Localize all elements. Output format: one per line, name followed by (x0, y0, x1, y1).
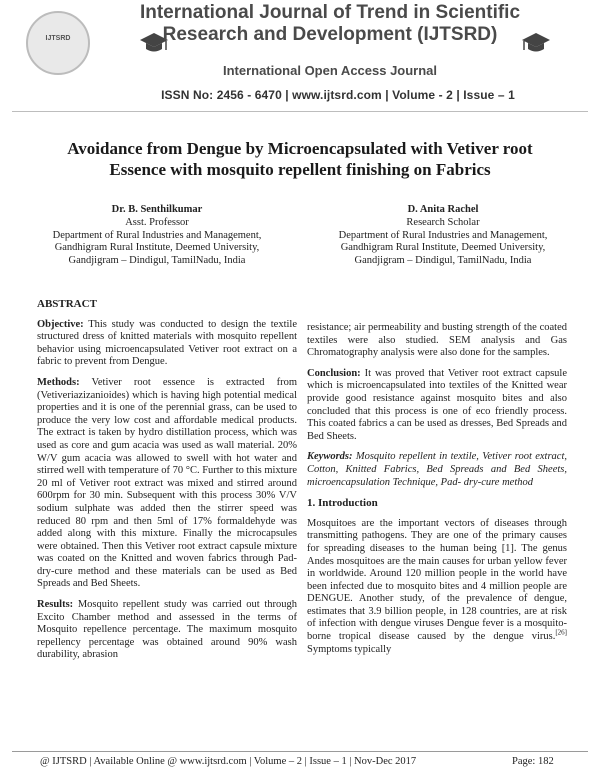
author-role: Asst. Professor (125, 216, 189, 228)
open-access-label: International Open Access Journal (222, 63, 438, 78)
journal-header (0, 0, 600, 118)
objective-text: This study was conducted to design the textile structured dress of knitted materials with mosquito repellent behavior using microencapsulated Vetiver root extract on a fabric to prevent from Dengue. (37, 318, 297, 368)
citation-reference: [26] (555, 628, 567, 637)
objective-label: Objective: (37, 318, 84, 330)
objective-paragraph (37, 319, 297, 369)
author-block (27, 204, 287, 268)
abstract-heading: ABSTRACT (37, 298, 97, 310)
author-name: Dr. B. Senthilkumar (111, 204, 203, 215)
author-name: D. Anita Rachel (407, 204, 479, 215)
author-department: Department of Rural Industries and Management, (338, 229, 548, 241)
author-location: Gandjigram – Dindigul, TamilNadu, India (354, 255, 532, 267)
issn-line: ISSN No: 2456 - 6470 | www.ijtsrd.com | Volume - 2 | Issue – 1 (161, 88, 515, 102)
footer-citation: @ IJTSRD | Available Online @ www.ijtsrd.com | Volume – 2 | Issue – 1 | Nov-Dec 2017 (40, 756, 417, 767)
author-location: Gandjigram – Dindigul, TamilNadu, India (68, 255, 246, 267)
paper-title-line-1: Avoidance from Dengue by Microencapsulated with Vetiver root (67, 139, 533, 158)
footer-divider (12, 751, 588, 752)
journal-title-line-1: International Journal of Trend in Scientific (139, 2, 521, 23)
logo-text: IJTSRD (45, 35, 71, 42)
author-role: Research Scholar (406, 216, 480, 228)
journal-title-line-2: Research and Development (IJTSRD) (162, 24, 498, 45)
results-text: Mosquito repellent study was carried out through Excito Chamber method and assessed in the terms of Mosquito repellence percentage. The maximum mosquito repellency percentage was obtained around 90% wash durability, abrasion (37, 599, 297, 661)
author-block (313, 204, 573, 268)
results-paragraph (37, 599, 297, 662)
methods-label: Methods: (37, 376, 80, 388)
keywords-paragraph (307, 451, 567, 489)
paper-title (30, 138, 570, 180)
journal-title (118, 2, 542, 46)
author-institution: Gandhigram Rural Institute, Deemed University, (340, 242, 546, 254)
introduction-text-continued: Symptoms typically (307, 643, 392, 655)
introduction-text: Mosquitoes are the important vectors of diseases through transmitting pathogens. They are one of the primary causes for spreading diseases to the human being [1]. The genus Andes mosquitoes are the main causes for urban yellow fever in worldwide. Around 120 million people in the world have been infected due to mosquito bites and 4 million people are DENGUE. Another study, of the prevalence of dengue, estimates that 3.9 billion people, in 128 countries, are at risk of infection with dengue viruses Dengue fever is a mosquito-borne tropical disease caused by the dengue virus. (307, 517, 567, 643)
methods-paragraph (37, 377, 297, 591)
header-divider (12, 111, 588, 112)
methods-text: Vetiver root essence is extracted from (Vetiveriazizanioides) which is having high potential medical properties and it is one of the perennial grass, can be used to produce the very low cost and affordable medical products. The extract is taken by hydro distillation process, which was used as core and gum acacia was used as wall material. 20% W/V gum acacia was allowed to swell with hot water and stirred well with temperature of 70 °C. Further to this mixture 20 ml of Vetiver root extract was mixed and stirred around 600rpm for 30 min. Subsequent with this process 30% V/V sodium sulphate was added then the stirrer speed was reduced 80 rpm and then 5ml of 17% formaldehyde was added along with this mixture. Finally the microcapsules were obtained. Then this Vetiver root extract capsule mixture was coated on the Knitted and woven fabrics through Pad-dry-cure method and these materials can be used as Bed Spreads and Bed Sheets. (37, 376, 297, 590)
keywords-label: Keywords: (307, 451, 353, 463)
results-continuation: resistance; air permeability and busting strength of the coated textiles were also studied. SEM analysis and Gas Chromatography analysis were also done for the samples. (307, 322, 567, 359)
conclusion-label: Conclusion: (307, 367, 361, 379)
keywords-text: Mosquito repellent in textile, Vetiver root extract, Cotton, Knitted Fabrics, Bed Spreads and Bed Sheets, microencapsulation Technique, Pad- dry-cure method (307, 451, 567, 488)
conclusion-paragraph (307, 368, 567, 444)
conclusion-text: It was proved that Vetiver root extract capsule which is microencapsulated into textiles of the Knitted wear provide good resistance against mosquito bites and also concluded that this process is one of eco friendly process. This coated fabrics a can be used as dresses, Bed Spreads and Bed Sheets. (307, 367, 567, 442)
introduction-paragraph (307, 518, 567, 657)
results-label: Results: (37, 599, 74, 611)
author-institution: Gandhigram Rural Institute, Deemed University, (54, 242, 260, 254)
paper-title-line-2: Essence with mosquito repellent finishing on Fabrics (109, 160, 491, 179)
introduction-heading: 1. Introduction (307, 497, 378, 510)
page-number: Page: 182 (512, 756, 554, 767)
journal-logo (26, 11, 90, 75)
left-column (37, 298, 297, 670)
author-department: Department of Rural Industries and Management, (52, 229, 262, 241)
right-column (307, 322, 567, 664)
